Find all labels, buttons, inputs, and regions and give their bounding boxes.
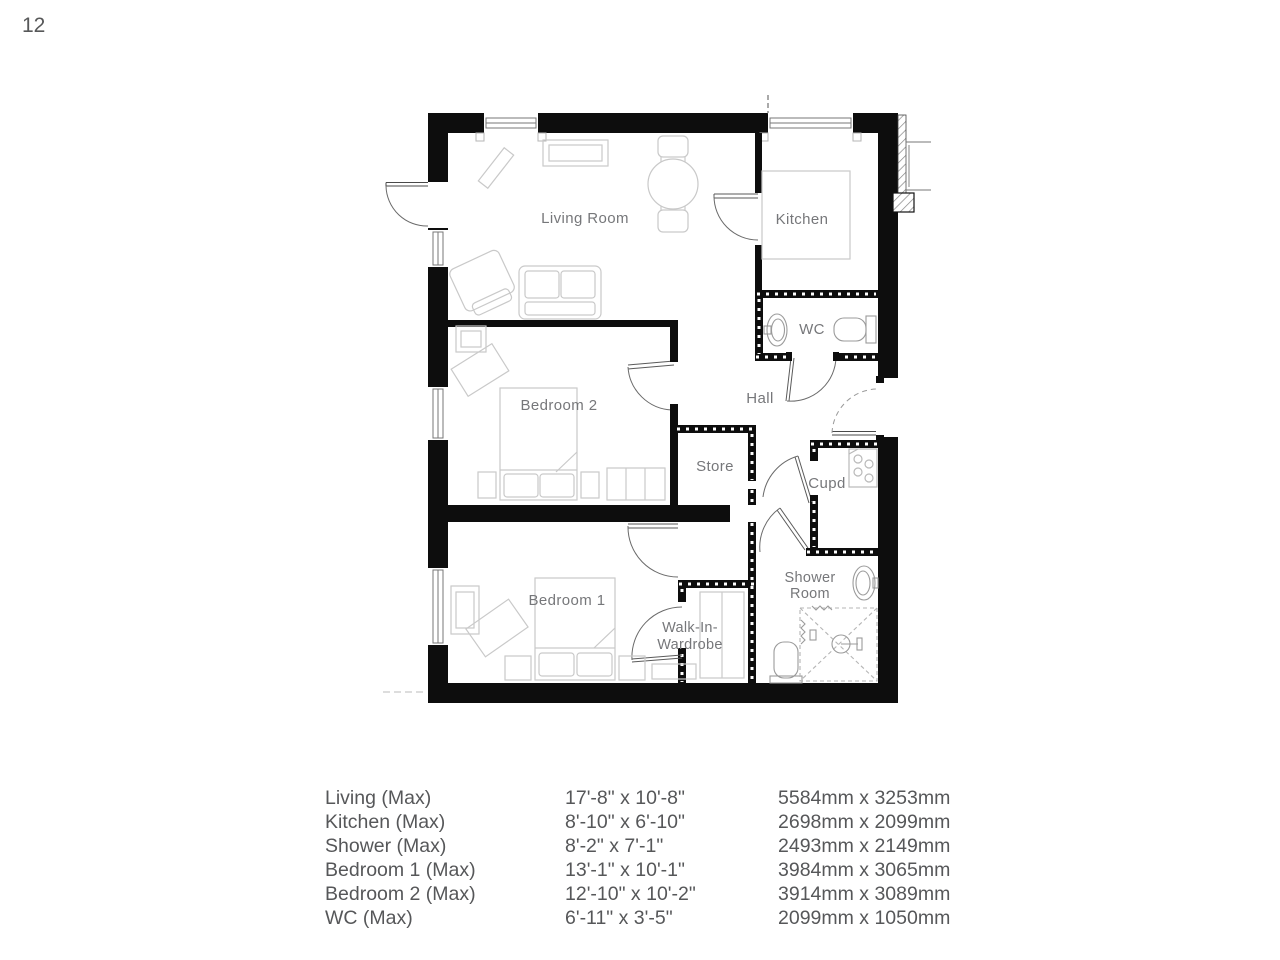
room-label-wc: WC [799,321,825,338]
shower-room-door [760,508,808,552]
room-label-hall: Hall [746,390,774,407]
imperial-size: 8'-10" x 6'-10" [565,811,685,833]
windows [428,113,861,645]
window-bedroom2-left [428,387,448,440]
chair-bedroom2 [456,326,486,352]
room-label-shower-room-line2: Room [790,586,830,602]
dimensions-table [325,786,950,930]
room-label-bedroom-2: Bedroom 2 [520,397,598,414]
shower-enclosure [800,606,877,681]
room-name: Bedroom 1 (Max) [325,859,476,881]
imperial-size: 13'-1" x 10'-1" [565,859,685,881]
room-label-bedroom-1: Bedroom 1 [528,592,606,609]
wc-sink [764,314,787,346]
rug-bedroom1 [466,599,528,657]
room-name: Kitchen (Max) [325,811,446,833]
metric-size: 3914mm x 3089mm [778,883,951,905]
entrance-door-right [832,376,898,442]
wc-toilet [834,316,876,343]
imperial-size: 6'-11" x 3'-5" [565,907,673,929]
shower-basin [853,566,878,600]
metric-size: 2099mm x 1050mm [778,907,951,929]
dining-table [648,136,698,232]
imperial-size: 8'-2" x 7'-1" [565,835,664,857]
room-label-kitchen: Kitchen [775,211,829,228]
towel-rail [810,630,816,640]
shower-toilet [770,642,802,683]
window-bedroom1-left [428,568,448,645]
room-label-cupd: Cupd [808,475,846,492]
room-name: Living (Max) [325,787,432,809]
room-name: Bedroom 2 (Max) [325,883,476,905]
room-name: Shower (Max) [325,835,447,857]
room-label-walk-in-wardrobe-line1: Walk-In- [662,620,718,636]
kitchen-door [714,194,758,240]
dresser-bedroom2 [607,468,665,500]
bedroom1-door [628,524,678,577]
armchair [448,248,519,319]
sofa [519,266,601,319]
table-row [325,882,950,906]
bedside-tables-bedroom1 [505,656,645,680]
cupd-appliance [849,449,877,487]
room-label-living-room: Living Room [541,210,629,227]
table-row [325,906,950,930]
wall-shelf [478,148,513,188]
room-label-shower-room-line1: Shower [784,570,836,586]
metric-size: 5584mm x 3253mm [778,787,951,809]
sanitary-fixtures [764,314,878,683]
page-number: 12 [22,14,46,37]
chair-bedroom1 [451,586,479,634]
exterior-walls [428,113,898,703]
window-kitchen-top [760,113,861,141]
metric-size: 2493mm x 2149mm [778,835,951,857]
table-row [325,810,950,834]
table-row [325,834,950,858]
room-name: WC (Max) [325,907,413,929]
imperial-size: 12'-10" x 10'-2" [565,883,696,905]
window-living-top [476,113,546,141]
imperial-size: 17'-8" x 10'-8" [565,787,685,809]
metric-size: 2698mm x 2099mm [778,811,951,833]
bedroom2-door [628,361,674,410]
window-living-left [428,230,448,267]
sideboard [543,140,608,166]
table-row [325,858,950,882]
external-door-left [386,182,448,228]
exterior-hatch-detail [383,95,931,692]
room-label-walk-in-wardrobe-line2: Wardrobe [657,637,723,653]
table-row [325,786,950,810]
room-label-store: Store [696,458,734,475]
cupd-door [763,456,812,503]
metric-size: 3984mm x 3065mm [778,859,951,881]
wc-door [786,357,836,401]
